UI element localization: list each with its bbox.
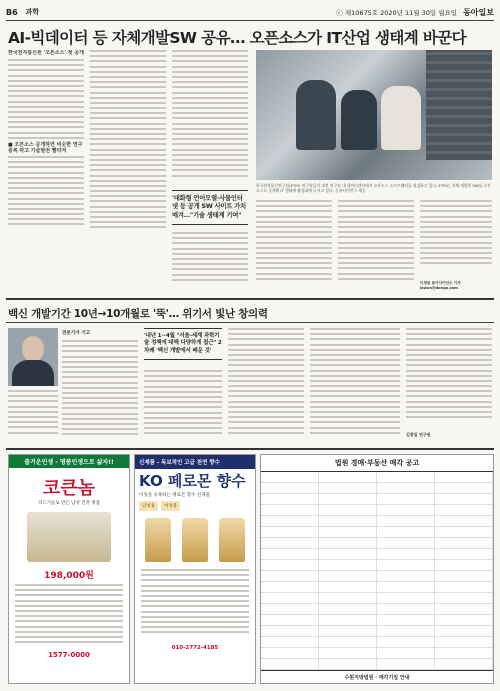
server-rack — [426, 50, 492, 160]
ad-court-notice[interactable] — [260, 454, 494, 684]
page-number: B6 — [6, 7, 18, 17]
article1-col3 — [172, 50, 248, 190]
article1-byline: 이재원 동아사이언스 기자 jawon@donga.com — [420, 281, 461, 290]
perfume-bottle — [182, 518, 208, 562]
ad2-body — [135, 566, 255, 642]
ad-perfume[interactable] — [134, 454, 256, 684]
article1-col5 — [338, 200, 414, 290]
ad3-title: 법원 경매·부동산 매각 공고 — [261, 455, 493, 472]
article1-col2 — [90, 50, 166, 250]
article2-col3 — [228, 328, 304, 442]
ads-divider — [6, 448, 494, 450]
article2-col5 — [406, 328, 492, 428]
article1-subhead: ■ 오픈소스 공개하면 비슷한 연구 중복 막고 기술발전 빨라져 — [8, 142, 83, 154]
article2-col4 — [310, 328, 400, 442]
article2-headline: 백신 개발기간 10년→10개월로 '뚝'… 위기서 빛난 창의력 — [8, 308, 268, 320]
article1-headline: AI-빅데이터 등 자체개발SW 공유… 오픈소스가 IT산업 생태계 바꾼다 — [8, 29, 467, 47]
ad2-bottles — [135, 514, 255, 566]
person-figure — [296, 80, 336, 150]
masthead-rule — [6, 20, 494, 21]
article2-author: 김광일 연구원 — [406, 432, 431, 437]
author-suit — [12, 360, 54, 386]
person-figure — [381, 86, 421, 150]
photo-caption: 한국전자통신연구원(ETRI) 연구원들이 대전 연구원 내 데이터센터에서 오픈소스 소프트웨어를 점검하고 있다. ETRI는 자체 개발한 SW를 오픈소스로 공개해 IT 생태계 활성화에 나서고 있다. 동아사이언스 제공 — [256, 183, 491, 193]
perfume-bottle — [219, 518, 245, 562]
article2-rule — [6, 322, 494, 323]
person-figure — [341, 90, 377, 150]
ad3-footer: 수원지방법원 · 매각기일 안내 — [261, 670, 493, 684]
ad2-tags — [135, 498, 255, 514]
perfume-bottle — [145, 518, 171, 562]
ad1-sub: 리드기술로 만든 남성 건강 명품 — [37, 501, 101, 506]
masthead — [6, 6, 494, 18]
paper-name: 동아일보 — [463, 6, 494, 17]
article1-col3b — [172, 232, 248, 287]
ad1-phone: 1577-0000 — [48, 651, 90, 659]
issue-info: ⓒ 제10675호 2020년 11월 30일 월요일 — [336, 8, 458, 17]
ad2-banner: 신제품 - 독보적인 고급 천연 향수 — [135, 455, 255, 469]
article2-kicker: 전문가가 기고 — [62, 331, 91, 336]
ad2-phone: 010-2772-4185 — [171, 645, 219, 651]
ad-health-product[interactable] — [8, 454, 130, 684]
ad3-table — [261, 472, 493, 670]
ad2-tagline: 이성을 유혹하는 페로몬 향수 신제품 — [139, 493, 210, 498]
section-divider — [6, 298, 494, 300]
ad1-body — [9, 581, 129, 651]
article1-pull-quote: '대화형 언어모델·사물인터넷 등 공개 SW 사이트 가치 매겨…"기술 생태계 기여" — [172, 190, 248, 225]
author-face — [22, 336, 44, 362]
ad1-price: 198,000원 — [44, 571, 94, 581]
author-portrait — [8, 328, 58, 386]
article2-col1 — [62, 340, 138, 440]
ad2-tag: 여성용 — [161, 501, 180, 511]
article2-col0 — [8, 390, 58, 440]
ad1-brand: 코큰놈 — [42, 478, 96, 499]
ad2-tag: 남성용 — [139, 501, 158, 511]
article1-photo — [256, 50, 492, 180]
article1-col1 — [8, 50, 84, 250]
article1-col4 — [256, 200, 332, 290]
article1-kicker: 한국전자통신원 '오픈소스' 첫 공개 — [8, 50, 84, 56]
article2-pull-quote: '내년 1~4월 "서울-세계 과학기술 정책에 대해 다양하게 접근" 2차례 '백신 개발에서 배운 것' — [144, 328, 222, 360]
section-label: 과학 — [25, 8, 40, 16]
ad1-banner: 즐거운인생 - 명품인생으로 삶자!! — [9, 455, 129, 468]
ad2-brand: KO 페로몬 향수 — [139, 472, 246, 490]
article1-col6 — [420, 200, 492, 278]
article2-col2 — [144, 370, 222, 442]
ad1-product-image — [27, 512, 111, 562]
